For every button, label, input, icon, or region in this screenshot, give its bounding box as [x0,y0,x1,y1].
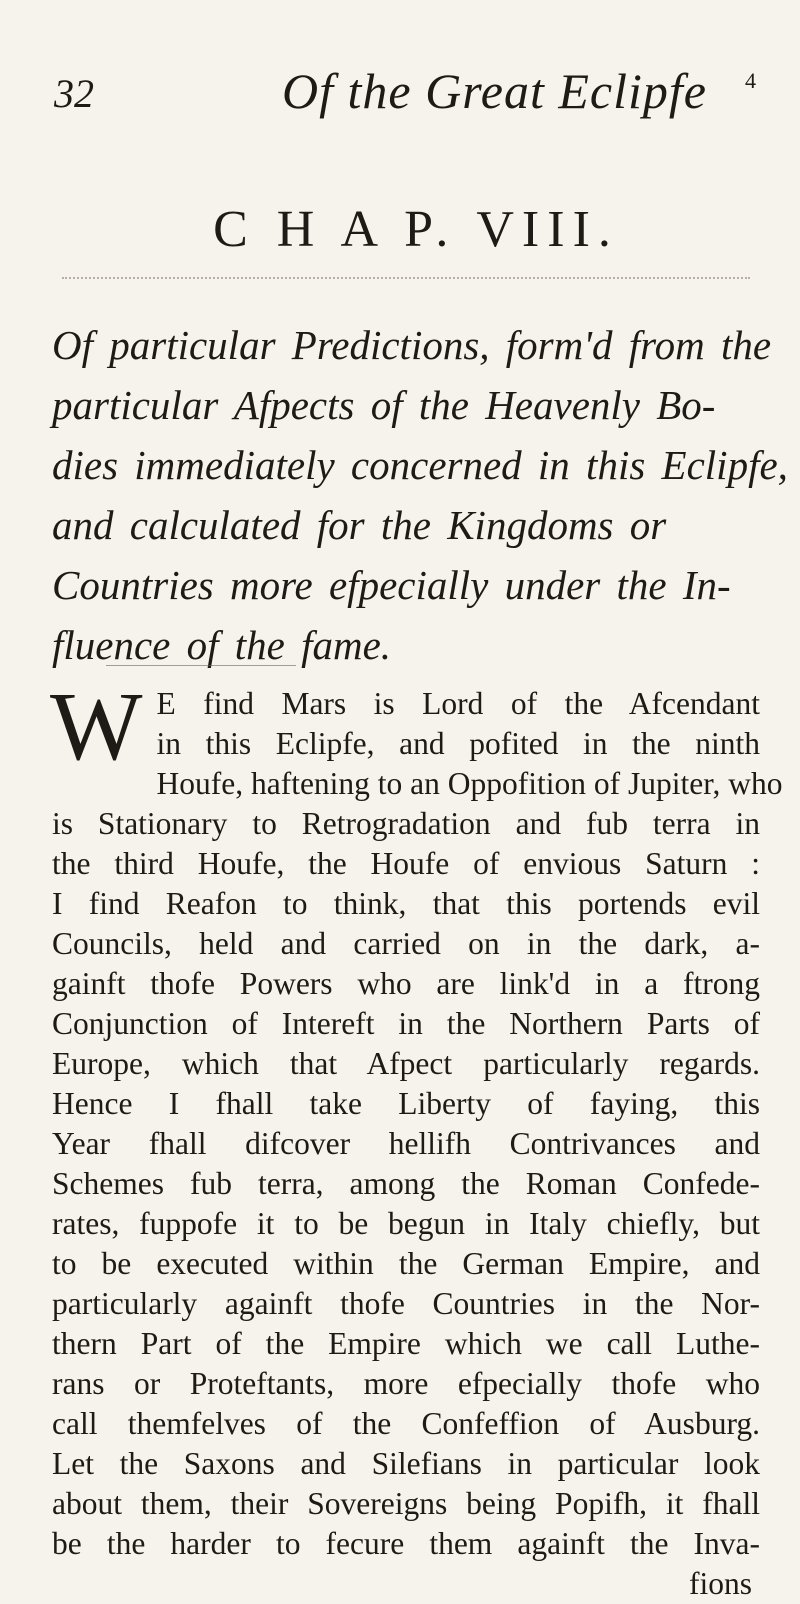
text-line: is Stationary to Retrogradation and fub terra in [52,806,760,841]
running-title: Of the Great Eclipfe [282,63,707,119]
heading-line: Countries more efpecially under the In- [52,562,731,608]
text-line: Conjunction of Intereft in the Northern Parts of [52,1006,760,1041]
text-line: about them, their Sovereigns being Popifh, it fhall [52,1486,760,1521]
text-line: E find Mars is Lord of the Afcendant [156,686,760,721]
text-line: the third Houfe, the Houfe of envious Saturn : [52,846,760,881]
catchword: fions [689,1566,752,1601]
text-line: Year fhall difcover hellifh Contrivances and [52,1126,760,1161]
running-head [52,62,760,142]
text-line: Hence I fhall take Liberty of faying, this [52,1086,760,1121]
drop-cap: W [50,673,143,781]
text-line: Schemes fub terra, among the Roman Confede- [52,1166,760,1201]
text-line: to be executed within the German Empire, and [52,1246,760,1281]
text-line: I find Reafon to think, that this portends evil [52,886,760,921]
text-line: Let the Saxons and Silefians in particular look [52,1446,760,1481]
text-line: in this Eclipfe, and pofited in the ninth [156,726,760,761]
text-line: thern Part of the Empire which we call Luthe- [52,1326,760,1361]
corner-mark: 4 [745,68,756,93]
text-line: rates, fuppofe it to be begun in Italy chiefly, but [52,1206,760,1241]
heading-line: fluence of the fame. [52,622,392,668]
heading-line: and calculated for the Kingdoms or [52,502,667,548]
text-line: be the harder to fecure them againft the Inva- [52,1526,760,1561]
ornamental-dot-rule [62,277,750,293]
chapter-label: C H A P. VIII. [213,201,619,258]
text-line: Councils, held and carried on in the dark, a- [52,926,760,961]
text-line: particularly againft thofe Countries in the Nor- [52,1286,760,1321]
text-line: Europe, which that Afpect particularly regards. [52,1046,760,1081]
heading-line: dies immediately concerned in this Eclipfe, [52,442,788,488]
chapter-heading [52,315,788,675]
body-text [50,673,783,1604]
page-number: 32 [54,71,94,116]
heading-line: Of particular Predictions, form'd from the [52,322,772,368]
heading-end-rule [106,665,296,666]
text-line: call themfelves of the Confeffion of Ausburg. [52,1406,760,1441]
heading-line: particular Afpects of the Heavenly Bo- [52,382,716,428]
text-line: Houfe, haftening to an Oppofition of Jupiter, who [156,766,783,801]
text-line: gainft thofe Powers who are link'd in a ftrong [52,966,760,1001]
text-line: rans or Proteftants, more efpecially thofe who [52,1366,760,1401]
